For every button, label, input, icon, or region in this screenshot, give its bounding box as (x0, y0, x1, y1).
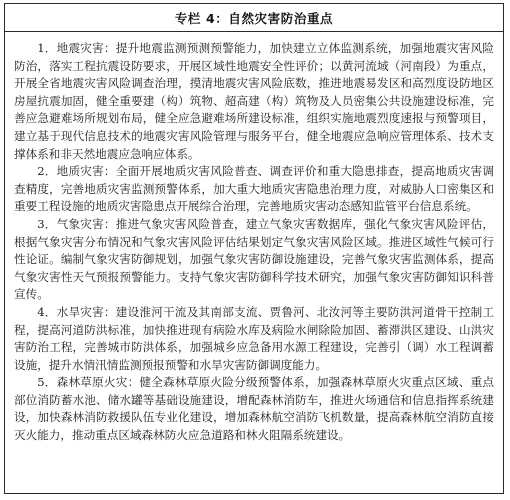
box-content (5, 32, 503, 451)
box-title: 专栏 4：自然灾害防治重点 (5, 4, 503, 32)
item-geological: 2．地质灾害：全面开展地质灾害风险普查、调查评价和重大隐患排查，提高地质灾害调查精度，完善地质灾害监测预警体系，加大重大地质灾害隐患治理力度，对威胁人口密集区和重要工程设施的地质灾害隐患点开展综合治理，完善地质灾害动态感知监管平台信息系统。 (14, 164, 494, 214)
feature-box (4, 3, 504, 494)
item-earthquake: 1．地震灾害：提升地震监测预测预警能力，加快建立立体监测系统，加强地震灾害风险防治，落实工程抗震设防要求，开展区域性地震安全性评价；以黄河流域（河南段）为重点，开展全省地震灾害风险调查治理，摸清地震灾害风险底数，推进地震易发区和高烈度设防地区房屋抗震加固，健全重要建（构）筑物、超高建（构）筑物及人员密集公共设施建设标准，完善应急避难场所规划布局，健全应急避难场所建设标准，组织实施地震烈度速报与预警项目，建立基于现代信息技术的地震灾害风险管理与服务平台，健全地震应急响应管理体系、技术支撑体系和非天然地震应急响应体系。 (14, 41, 494, 161)
item-forest-fire: 5．森林草原火灾：健全森林草原火险分级预警体系，加强森林草原火灾重点区域、重点部位消防蓄水池、储水罐等基础设施建设，增配森林消防车，推进火场通信和信息指挥系统建设，加快森林消防救援队伍专业化建设，增加森林航空消防飞机数量，提高森林航空消防直接灭火能力，推动重点区域森林防火应急道路和林火阻隔系统建设。 (14, 375, 494, 443)
item-flood-drought: 4．水旱灾害：建设淮河干流及其南部支流、贾鲁河、北汝河等主要防洪河道骨干控制工程，提高河道防洪标准，加快推进现有病险水库及病险水闸除险加固、蓄滞洪区建设、山洪灾害防治工程，完善城市防洪体系，加强城乡应急备用水源工程建设，完善引（调）水工程调蓄设施，提升水情汛情监测预报预警和水旱灾害防御调度能力。 (14, 304, 494, 372)
item-meteorological: 3．气象灾害：推进气象灾害风险普查，建立气象灾害数据库，强化气象灾害风险评估，根据气象灾害分布情况和气象灾害风险评估结果划定气象灾害风险区域。推进区域性气候可行性论证。编制气象灾害防御规划，加强气象灾害防御设施建设，完善气象灾害监测体系，提高气象灾害性天气预报预警能力。支持气象灾害防御科学技术研究，加强气象灾害防御知识科普宣传。 (14, 216, 494, 302)
